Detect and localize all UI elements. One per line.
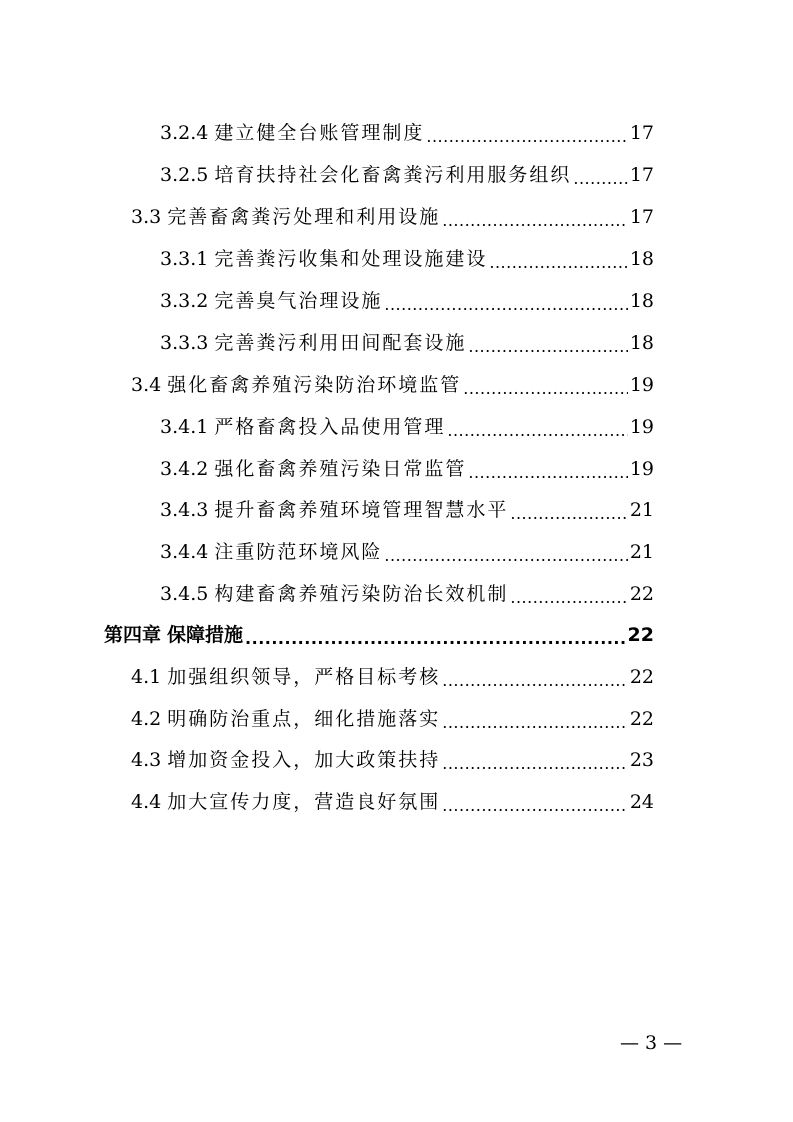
toc-entry-3-2-4[interactable] [160,118,654,148]
toc-entry-title: 加强组织领导，严格目标考核 [167,666,441,688]
toc-dot-leader [573,160,627,190]
toc-entry-number: 3.4.1 [160,416,209,438]
toc-entry-3-3-1[interactable] [160,244,654,274]
toc-entry-title: 强化畜禽养殖污染日常监管 [214,458,467,480]
toc-entry-4-2[interactable] [131,704,654,734]
toc-entry-3-4[interactable] [131,370,654,400]
toc-entry-page: 22 [629,708,654,730]
toc-dot-leader [426,118,627,148]
toc-entry-page: 18 [629,332,654,354]
toc-entry-page: 21 [629,499,654,521]
toc-chapter-4[interactable] [104,620,654,650]
toc-dot-leader [384,286,627,316]
toc-entry-page: 23 [629,749,654,771]
toc-entry-number: 3.3 [131,206,162,228]
toc-entry-number: 4.3 [131,749,162,771]
toc-entry-title: 提升畜禽养殖环境管理智慧水平 [214,499,509,521]
toc-entry-3-4-5[interactable] [160,579,654,609]
toc-dot-leader [384,537,627,567]
toc-entry-page: 24 [629,791,654,813]
toc-entry-title: 明确防治重点，细化措施落实 [167,708,441,730]
toc-entry-number: 4.2 [131,708,162,730]
toc-entry-4-3[interactable] [131,745,654,775]
toc-entry-title: 完善臭气治理设施 [214,290,383,312]
toc-entry-3-4-4[interactable] [160,537,654,567]
toc-entry-page: 19 [629,458,654,480]
toc-entry-page: 19 [629,416,654,438]
toc-dot-leader [489,244,627,274]
toc-entry-3-4-1[interactable] [160,412,654,442]
toc-entry-title: 强化畜禽养殖污染防治环境监管 [167,374,462,396]
toc-entry-title: 加大宣传力度，营造良好氛围 [167,791,441,813]
toc-entry-number: 3.2.5 [160,164,209,186]
toc-entry-title: 培育扶持社会化畜禽粪污利用服务组织 [214,164,572,186]
toc-dot-leader [510,495,627,525]
toc-entry-number: 3.3.1 [160,248,209,270]
toc-entry-page: 22 [629,666,654,688]
toc-entry-3-3[interactable] [131,202,654,232]
toc-dot-leader [245,620,626,650]
toc-chapter-title: 保障措施 [167,624,244,646]
toc-entry-number: 3.3.2 [160,290,209,312]
toc-entry-number: 3.4.3 [160,499,209,521]
toc-entry-number: 3.3.3 [160,332,209,354]
toc-entry-3-4-3[interactable] [160,495,654,525]
toc-entry-number: 3.4.5 [160,583,209,605]
toc-entry-page: 18 [629,248,654,270]
toc-entry-page: 17 [629,164,654,186]
toc-dot-leader [463,370,628,400]
toc-dot-leader [442,202,628,232]
toc-entry-title: 建立健全台账管理制度 [214,122,425,144]
toc-entry-title: 完善粪污收集和处理设施建设 [214,248,488,270]
toc-entry-page: 19 [629,374,654,396]
toc-entry-page: 17 [629,122,654,144]
toc-entry-title: 注重防范环境风险 [214,541,383,563]
toc-dot-leader [442,704,628,734]
toc-entry-title: 完善畜禽粪污处理和利用设施 [167,206,441,228]
toc-entry-title: 完善粪污利用田间配套设施 [214,332,467,354]
toc-entry-title: 增加资金投入，加大政策扶持 [167,749,441,771]
toc-entry-number: 3.4.4 [160,541,209,563]
toc-entry-title: 严格畜禽投入品使用管理 [214,416,446,438]
toc-dot-leader [510,579,627,609]
toc-entry-page: 22 [629,583,654,605]
toc-entry-number: 3.4.2 [160,458,209,480]
toc-entry-3-2-5[interactable] [160,160,654,190]
toc-entry-title: 构建畜禽养殖污染防治长效机制 [214,583,509,605]
toc-entry-number: 3.4 [131,374,162,396]
toc-entry-4-1[interactable] [131,662,654,692]
toc-entry-page: 18 [629,290,654,312]
toc-entry-page: 22 [627,624,654,646]
toc-entry-3-3-2[interactable] [160,286,654,316]
toc-dot-leader [447,412,627,442]
toc-entry-4-4[interactable] [131,787,654,817]
page-number: — 3 — [620,1032,683,1054]
toc-dot-leader [442,787,628,817]
toc-entry-page: 17 [629,206,654,228]
toc-chapter-number: 第四章 [104,624,162,646]
toc-entry-number: 4.1 [131,666,162,688]
toc-entry-number: 3.2.4 [160,122,209,144]
toc-dot-leader [442,745,628,775]
toc-entry-3-3-3[interactable] [160,328,654,358]
toc-dot-leader [468,328,627,358]
toc-entry-page: 21 [629,541,654,563]
toc-entry-3-4-2[interactable] [160,454,654,484]
toc-dot-leader [442,662,628,692]
toc-entry-number: 4.4 [131,791,162,813]
toc-dot-leader [468,454,627,484]
